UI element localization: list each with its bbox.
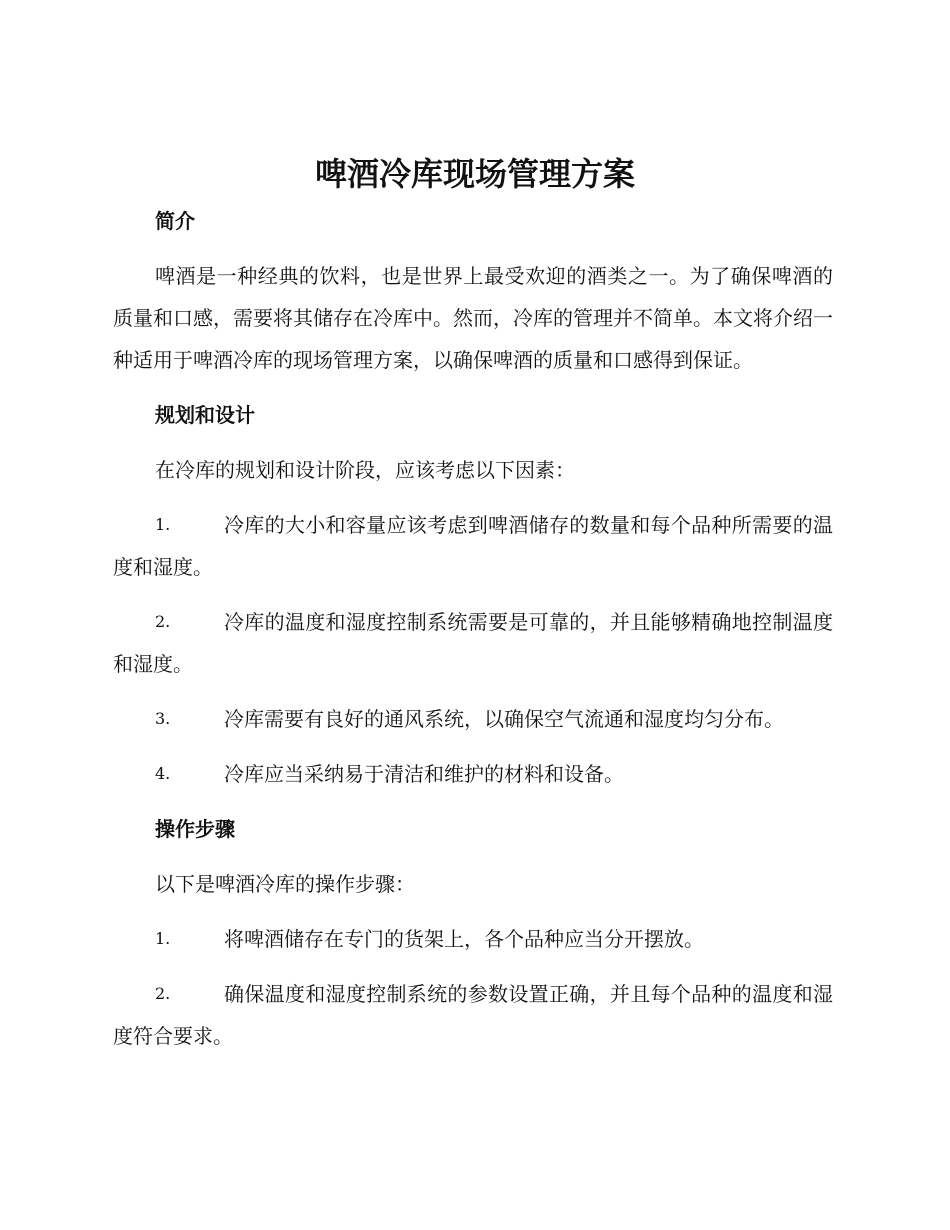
list-item-text: 冷库的温度和湿度控制系统需要是可靠的，并且能够精确地控制温度和湿度。 [113,610,833,676]
section-heading-planning: 规划和设计 [155,403,255,427]
list-item-text: 冷库应当采纳易于清洁和维护的材料和设备。 [224,762,624,786]
list-item [113,753,833,795]
list-item [113,973,833,1057]
document-body [113,200,833,1070]
list-item-number: 2. [155,984,171,1003]
planning-lead: 在冷库的规划和设计阶段，应该考虑以下因素： [155,458,575,482]
operation-lead: 以下是啤酒冷库的操作步骤： [155,872,415,896]
list-item [113,918,833,960]
intro-paragraph: 啤酒是一种经典的饮料，也是世界上最受欢迎的酒类之一。为了确保啤酒的质量和口感，需要将其储存在冷库中。然而，冷库的管理并不简单。本文将介绍一种适用于啤酒冷库的现场管理方案，以确保啤酒的质量和口感得到保证。 [113,264,833,372]
list-item-text: 冷库需要有良好的通风系统，以确保空气流通和湿度均匀分布。 [224,707,784,731]
section-heading-operation: 操作步骤 [155,817,235,841]
list-item-text: 冷库的大小和容量应该考虑到啤酒储存的数量和每个品种所需要的温度和湿度。 [113,513,833,579]
list-item [113,601,833,685]
list-item [113,504,833,588]
list-item [113,698,833,740]
list-item-text: 将啤酒储存在专门的货架上，各个品种应当分开摆放。 [224,927,704,951]
document-title: 啤酒冷库现场管理方案 [314,155,635,193]
list-item-number: 3. [155,709,171,728]
list-item-text: 确保温度和湿度控制系统的参数设置正确，并且每个品种的温度和湿度符合要求。 [113,982,833,1048]
section-heading-intro: 简介 [155,209,195,233]
list-item-number: 1. [155,929,171,948]
list-item-number: 2. [155,612,171,631]
list-item-number: 4. [155,764,171,783]
list-item-number: 1. [155,515,171,534]
